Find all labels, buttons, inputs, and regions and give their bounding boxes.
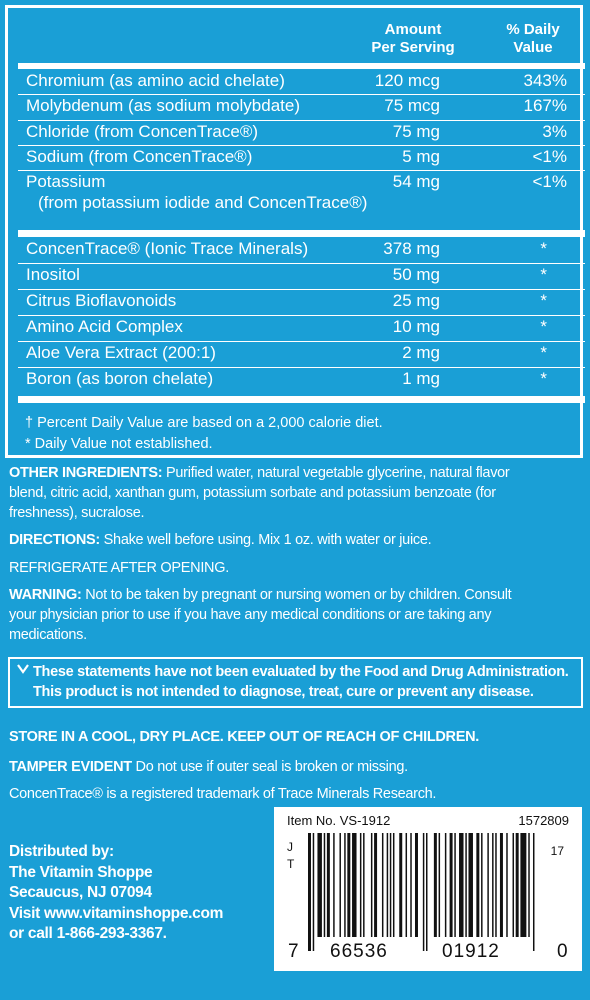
- directions-text: Shake well before using. Mix 1 oz. with water or juice.: [99, 532, 432, 548]
- ingredient-row: [18, 238, 585, 264]
- warning-line1: Not to be taken by pregnant or nursing women or by children. Consult: [81, 587, 512, 603]
- barcode-bar: [495, 833, 496, 937]
- distributor-line2: The Vitamin Shoppe: [9, 863, 153, 881]
- barcode-bar: [450, 833, 453, 937]
- tamper-label: TAMPER EVIDENT: [9, 759, 132, 775]
- barcode-bars: [308, 833, 544, 951]
- directions-label: DIRECTIONS:: [9, 532, 100, 548]
- barcode-bar: [459, 833, 463, 937]
- other-ingredients-line2: blend, citric acid, xanthan gum, potassium sorbate and potassium benzoate (for: [9, 485, 496, 501]
- barcode-bar: [434, 833, 437, 937]
- barcode-bar: [439, 833, 440, 937]
- nutrient-name: ConcenTrace® (Ionic Trace Minerals): [26, 239, 309, 258]
- barcode-bar: [308, 833, 311, 951]
- nutrient-daily-value: 3%: [542, 122, 567, 141]
- nutrient-amount: 25 mg: [392, 291, 440, 310]
- thick-divider-top: [18, 63, 585, 69]
- disclaimer-line1: These statements have not been evaluated by the Food and Drug Administration.: [33, 664, 569, 680]
- nutrient-row: [18, 95, 585, 121]
- warning-line3: medications.: [9, 627, 87, 643]
- distributor-line4: Visit www.vitaminshoppe.com: [9, 904, 224, 922]
- nutrient-name: Citrus Bioflavonoids: [26, 291, 177, 310]
- thick-divider-bottom: [18, 396, 585, 403]
- barcode-bar: [339, 833, 340, 937]
- barcode-bar: [382, 833, 383, 937]
- barcode-bar: [533, 833, 534, 951]
- nutrient-name: Inositol: [26, 265, 80, 284]
- supplement-facts-panel: [5, 5, 583, 458]
- nutrient-daily-value: *: [540, 317, 547, 336]
- nutrient-name: Aloe Vera Extract (200:1): [26, 343, 216, 362]
- distributor-line5: or call 1-866-293-3367.: [9, 925, 167, 942]
- nutrient-name: Boron (as boron chelate): [26, 369, 214, 388]
- nutrient-daily-value: *: [540, 265, 547, 284]
- nutrient-amount: 54 mg: [392, 172, 440, 191]
- barcode-bar: [390, 833, 391, 937]
- barcode-bar: [500, 833, 503, 937]
- barcode-bar: [347, 833, 350, 937]
- tamper-evident: [9, 757, 408, 777]
- barcode-bar: [360, 833, 361, 937]
- nutrient-row: [18, 121, 585, 146]
- barcode-bar: [324, 833, 325, 937]
- barcode-bar: [476, 833, 479, 937]
- tamper-text: Do not use if outer seal is broken or missing.: [131, 759, 408, 775]
- nutrient-name: Chloride (from ConcenTrace®): [26, 122, 259, 141]
- distributor-line3: Secaucus, NJ 07094: [9, 884, 152, 901]
- nutrient-amount: 10 mg: [392, 317, 440, 336]
- warning-line2: your physician prior to use if you have any medical conditions or are taking any: [9, 607, 492, 623]
- other-ingredients-line1: Purified water, natural vegetable glycerine, natural flavor: [162, 465, 510, 481]
- item-number: Item No. VS-1912: [287, 813, 391, 828]
- barcode-bar: [506, 833, 507, 937]
- barcode-17: 17: [550, 844, 564, 858]
- nutrient-row: [18, 70, 585, 95]
- header-dv-line1: % Daily: [506, 21, 560, 38]
- nutrient-daily-value: 343%: [523, 71, 567, 90]
- barcode-bar: [371, 833, 372, 937]
- footnote-percent-dv: † Percent Daily Value are based on a 2,000 calorie diet.: [25, 415, 383, 431]
- disclaimer-line2: This product is not intended to diagnose, treat, cure or prevent any disease.: [33, 684, 534, 700]
- nutrient-amount: 2 mg: [402, 343, 440, 362]
- barcode-bar: [363, 833, 364, 937]
- thick-divider-middle: [18, 230, 585, 237]
- barcode-bar: [465, 833, 466, 937]
- footnote-dv-not-established: * Daily Value not established.: [25, 436, 213, 452]
- barcode-label: [274, 807, 582, 971]
- barcode-bar: [468, 833, 472, 937]
- barcode-bar: [352, 833, 356, 937]
- product-number: 1572809: [518, 813, 569, 828]
- daily-value-header: [483, 21, 583, 57]
- barcode-bar: [387, 833, 388, 937]
- barcode-bar: [520, 833, 526, 937]
- fda-disclaimer-box: [8, 657, 583, 708]
- nutrient-daily-value: *: [540, 343, 547, 362]
- nutrient-daily-value: 167%: [523, 96, 567, 115]
- barcode-bar: [492, 833, 493, 937]
- nutrient-daily-value: <1%: [532, 147, 567, 166]
- barcode-bar: [426, 833, 427, 951]
- other-ingredients: [9, 463, 581, 523]
- nutrient-amount: 120 mcg: [374, 71, 440, 90]
- barcode-bar: [487, 833, 488, 937]
- barcode-jt: [287, 839, 294, 873]
- barcode-bar: [406, 833, 407, 937]
- barcode-bar: [374, 833, 377, 937]
- nutrient-daily-value: *: [540, 369, 547, 388]
- nutrient-name: Sodium (from ConcenTrace®): [26, 147, 253, 166]
- directions: [9, 530, 581, 550]
- barcode-bar: [481, 833, 482, 937]
- barcode-t: T: [287, 857, 295, 871]
- barcode-bar: [454, 833, 455, 937]
- warning-label: WARNING:: [9, 587, 82, 603]
- check-chevron-icon: [17, 662, 29, 676]
- barcode-bar: [513, 833, 514, 937]
- ingredient-row: [18, 316, 585, 342]
- other-ingredients-label: OTHER INGREDIENTS:: [9, 465, 163, 481]
- nutrient-name-line2: (from potassium iodide and ConcenTrace®): [38, 193, 368, 212]
- barcode-bar: [344, 833, 345, 937]
- nutrient-name: Chromium (as amino acid chelate): [26, 71, 285, 90]
- header-amount-line2: Per Serving: [371, 39, 455, 56]
- barcode-bar: [516, 833, 519, 937]
- ingredient-row: [18, 264, 585, 290]
- barcode-bar: [423, 833, 424, 951]
- storage-notice: STORE IN A COOL, DRY PLACE. KEEP OUT OF REACH OF CHILDREN.: [9, 729, 480, 745]
- ingredient-row: [18, 290, 585, 316]
- nutrient-daily-value: <1%: [532, 172, 567, 191]
- ingredient-row: [18, 342, 585, 368]
- other-ingredients-line3: freshness), sucralose.: [9, 505, 145, 521]
- barcode-bar: [333, 833, 334, 937]
- header-amount-line1: Amount: [384, 21, 442, 38]
- barcode-bar: [399, 833, 402, 937]
- barcode-j: J: [287, 840, 293, 854]
- ingredient-row: [18, 368, 585, 394]
- barcode-bar: [313, 833, 314, 951]
- barcode-digits-group1: 66536: [330, 941, 388, 962]
- nutrient-row: [18, 146, 585, 171]
- barcode-digit-left: 7: [288, 941, 300, 962]
- barcode-bar: [327, 833, 330, 937]
- barcode-digits-group2: 01912: [442, 941, 500, 962]
- nutrient-amount: 1 mg: [402, 369, 440, 388]
- nutrient-amount: 75 mcg: [384, 96, 440, 115]
- distributor-line1: Distributed by:: [9, 843, 114, 860]
- nutrient-amount: 5 mg: [402, 147, 440, 166]
- warning: [9, 585, 581, 645]
- nutrient-name: Molybdenum (as sodium molybdate): [26, 96, 301, 115]
- amount-per-serving-header: [358, 21, 468, 57]
- barcode-bar: [317, 833, 321, 937]
- refrigerate-notice: REFRIGERATE AFTER OPENING.: [9, 560, 229, 576]
- barcode-bar: [393, 833, 394, 937]
- barcode-digit-right: 0: [557, 941, 569, 962]
- barcode-bar: [415, 833, 418, 937]
- nutrient-daily-value: *: [540, 239, 547, 258]
- barcode-bar: [528, 833, 529, 937]
- nutrient-row: [18, 171, 585, 215]
- nutrient-name: Potassium: [26, 172, 106, 191]
- nutrient-name: Amino Acid Complex: [26, 317, 183, 336]
- barcode-bar: [445, 833, 446, 937]
- nutrient-amount: 75 mg: [392, 122, 440, 141]
- nutrient-amount: 378 mg: [383, 239, 440, 258]
- nutrient-daily-value: *: [540, 291, 547, 310]
- distributor-info: [9, 842, 223, 945]
- barcode-bar: [410, 833, 411, 937]
- header-dv-line2: Value: [513, 39, 553, 56]
- trademark-notice: ConcenTrace® is a registered trademark of Trace Minerals Research.: [9, 786, 437, 802]
- nutrient-amount: 50 mg: [392, 265, 440, 284]
